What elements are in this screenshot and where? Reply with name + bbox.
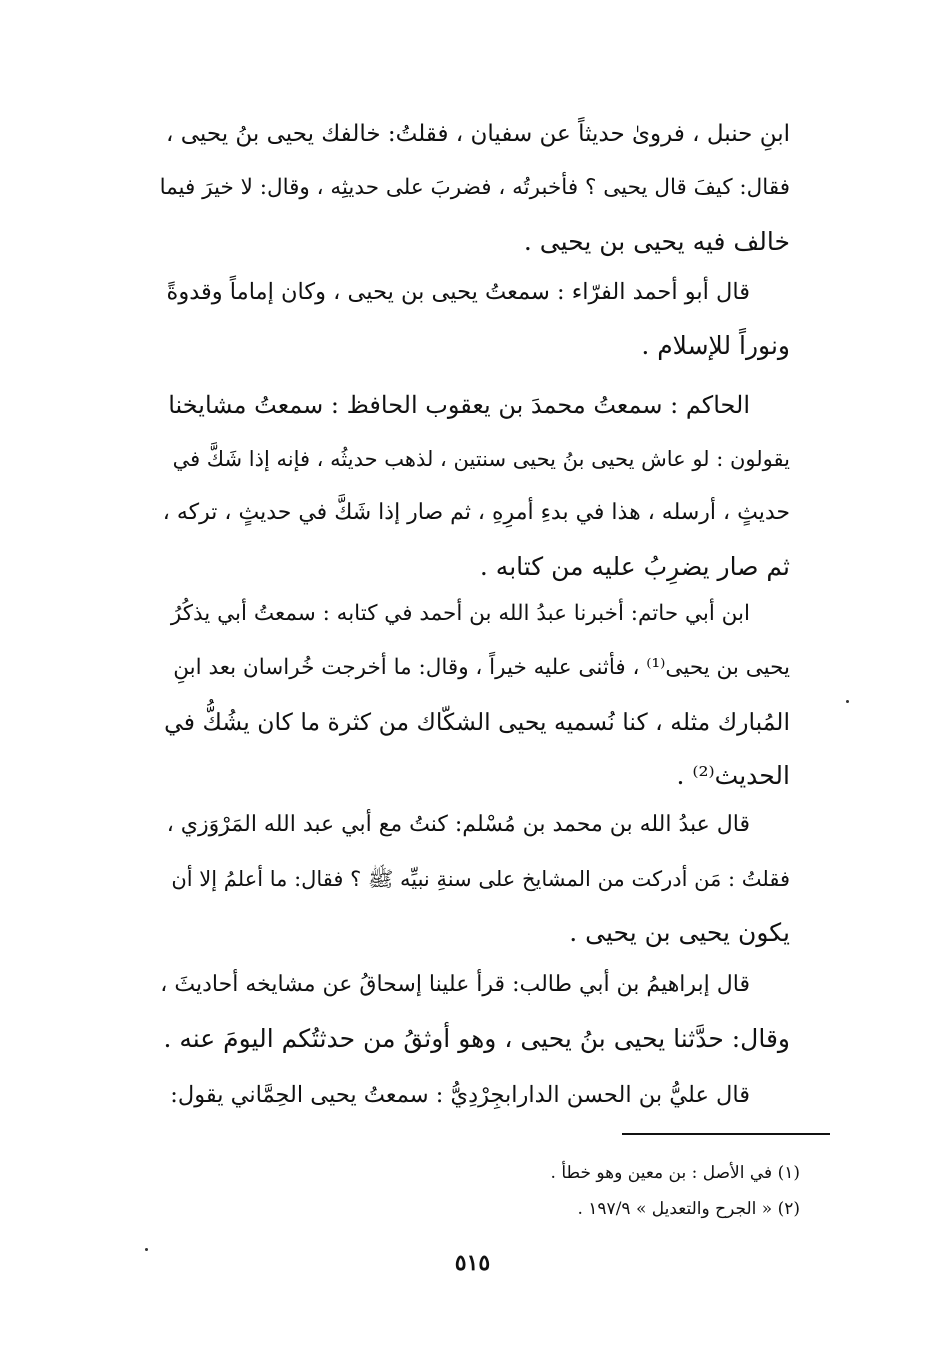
body-text [160,265,790,373]
text-line: قال عليُّ بن الحسن الدارابجِرْدِيُّ : سمعتُ يحيى الحِمَّاني يقول: [170,1082,750,1108]
footnotes [470,1155,800,1227]
text-line: يكون يحيى بن يحيى . [569,918,790,947]
text-line: ابن أبي حاتم: أخبرنا عبدُ الله بن أحمد في كتابه : سمعتُ أبي يذكُرُ [170,601,750,626]
text-line: قال أبو أحمد الفرّاء : سمعتُ يحيى بن يحيى ، وكان إماماً وقدوةً [166,279,750,305]
text-line: الحاكم : سمعتُ محمدَ بن يعقوب الحافظ : سمعتُ مشايخنا [168,391,750,419]
text-line: فقال: كيفَ قال يحيى ؟ فأخبرتُه ، فضربَ على حديثِه ، وقال: لا خيرَ فيما [159,175,790,200]
body-text [160,798,790,960]
text-line: الحديث⁽²⁾ . [676,761,790,790]
footnote: (٢) « الجرح والتعديل » ١٩٧/٩ . [577,1199,800,1219]
text-line: يحيى بن يحيى⁽¹⁾ ، فأثنى عليه خيراً ، وقال: ما أخرجت خُراسان بعد ابنِ [173,655,790,680]
body-text [160,378,790,594]
footnote-divider [622,1133,830,1135]
text-line: خالف فيه يحيى بن يحيى . [523,227,790,256]
text-line: ابنِ حنبل ، فروىٰ حديثاً عن سفيان ، فقلتُ: خالفك يحيى بنُ يحيى ، [166,121,790,147]
text-line: قال عبدُ الله بن محمد بن مُسْلم: كنتُ مع أبي عبد الله المَرْوَزي ، [166,812,750,837]
text-line: فقلتُ : مَن أدركت من المشايخ على سنةِ نبيِّه ﷺ ؟ فقال: ما أعلمُ إلا أن [171,867,790,891]
text-line: ثم صار يضرِبُ عليه من كتابه . [479,552,790,581]
body-text [160,1068,790,1122]
footnote: (١) في الأصل : بن معين وهو خطأ . [550,1163,800,1183]
body-text [160,587,790,803]
text-line: حديثٍ ، أرسله ، هذا في بدءِ أمرِهِ ، ثم صار إذا شَكَّ في حديثٍ ، تركه ، [162,500,790,525]
scan-speck [145,1248,148,1251]
text-line: ونوراً للإسلام . [641,331,790,360]
text-line: المُبارك مثله ، كنا نُسميه يحيى الشكّاك من كثرة ما كان يشُكُّ في [164,708,790,736]
page-number: ٥١٥ [454,1250,491,1276]
text-line: يقولون : لو عاش يحيى بنُ يحيى سنتين ، لذهب حديثُه ، فإنه إذا شَكَّ في [172,447,790,471]
text-line: وقال: حدَّثنا يحيى بنُ يحيى ، وهو أوثقُ من حدثتُكم اليومَ عنه . [163,1024,790,1053]
body-text [160,958,790,1066]
body-text [160,107,790,269]
text-line: قال إبراهيمُ بن أبي طالب: قرأ علينا إسحاقُ عن مشايخه أحاديثَ ، [160,972,750,997]
scan-speck [846,700,849,703]
